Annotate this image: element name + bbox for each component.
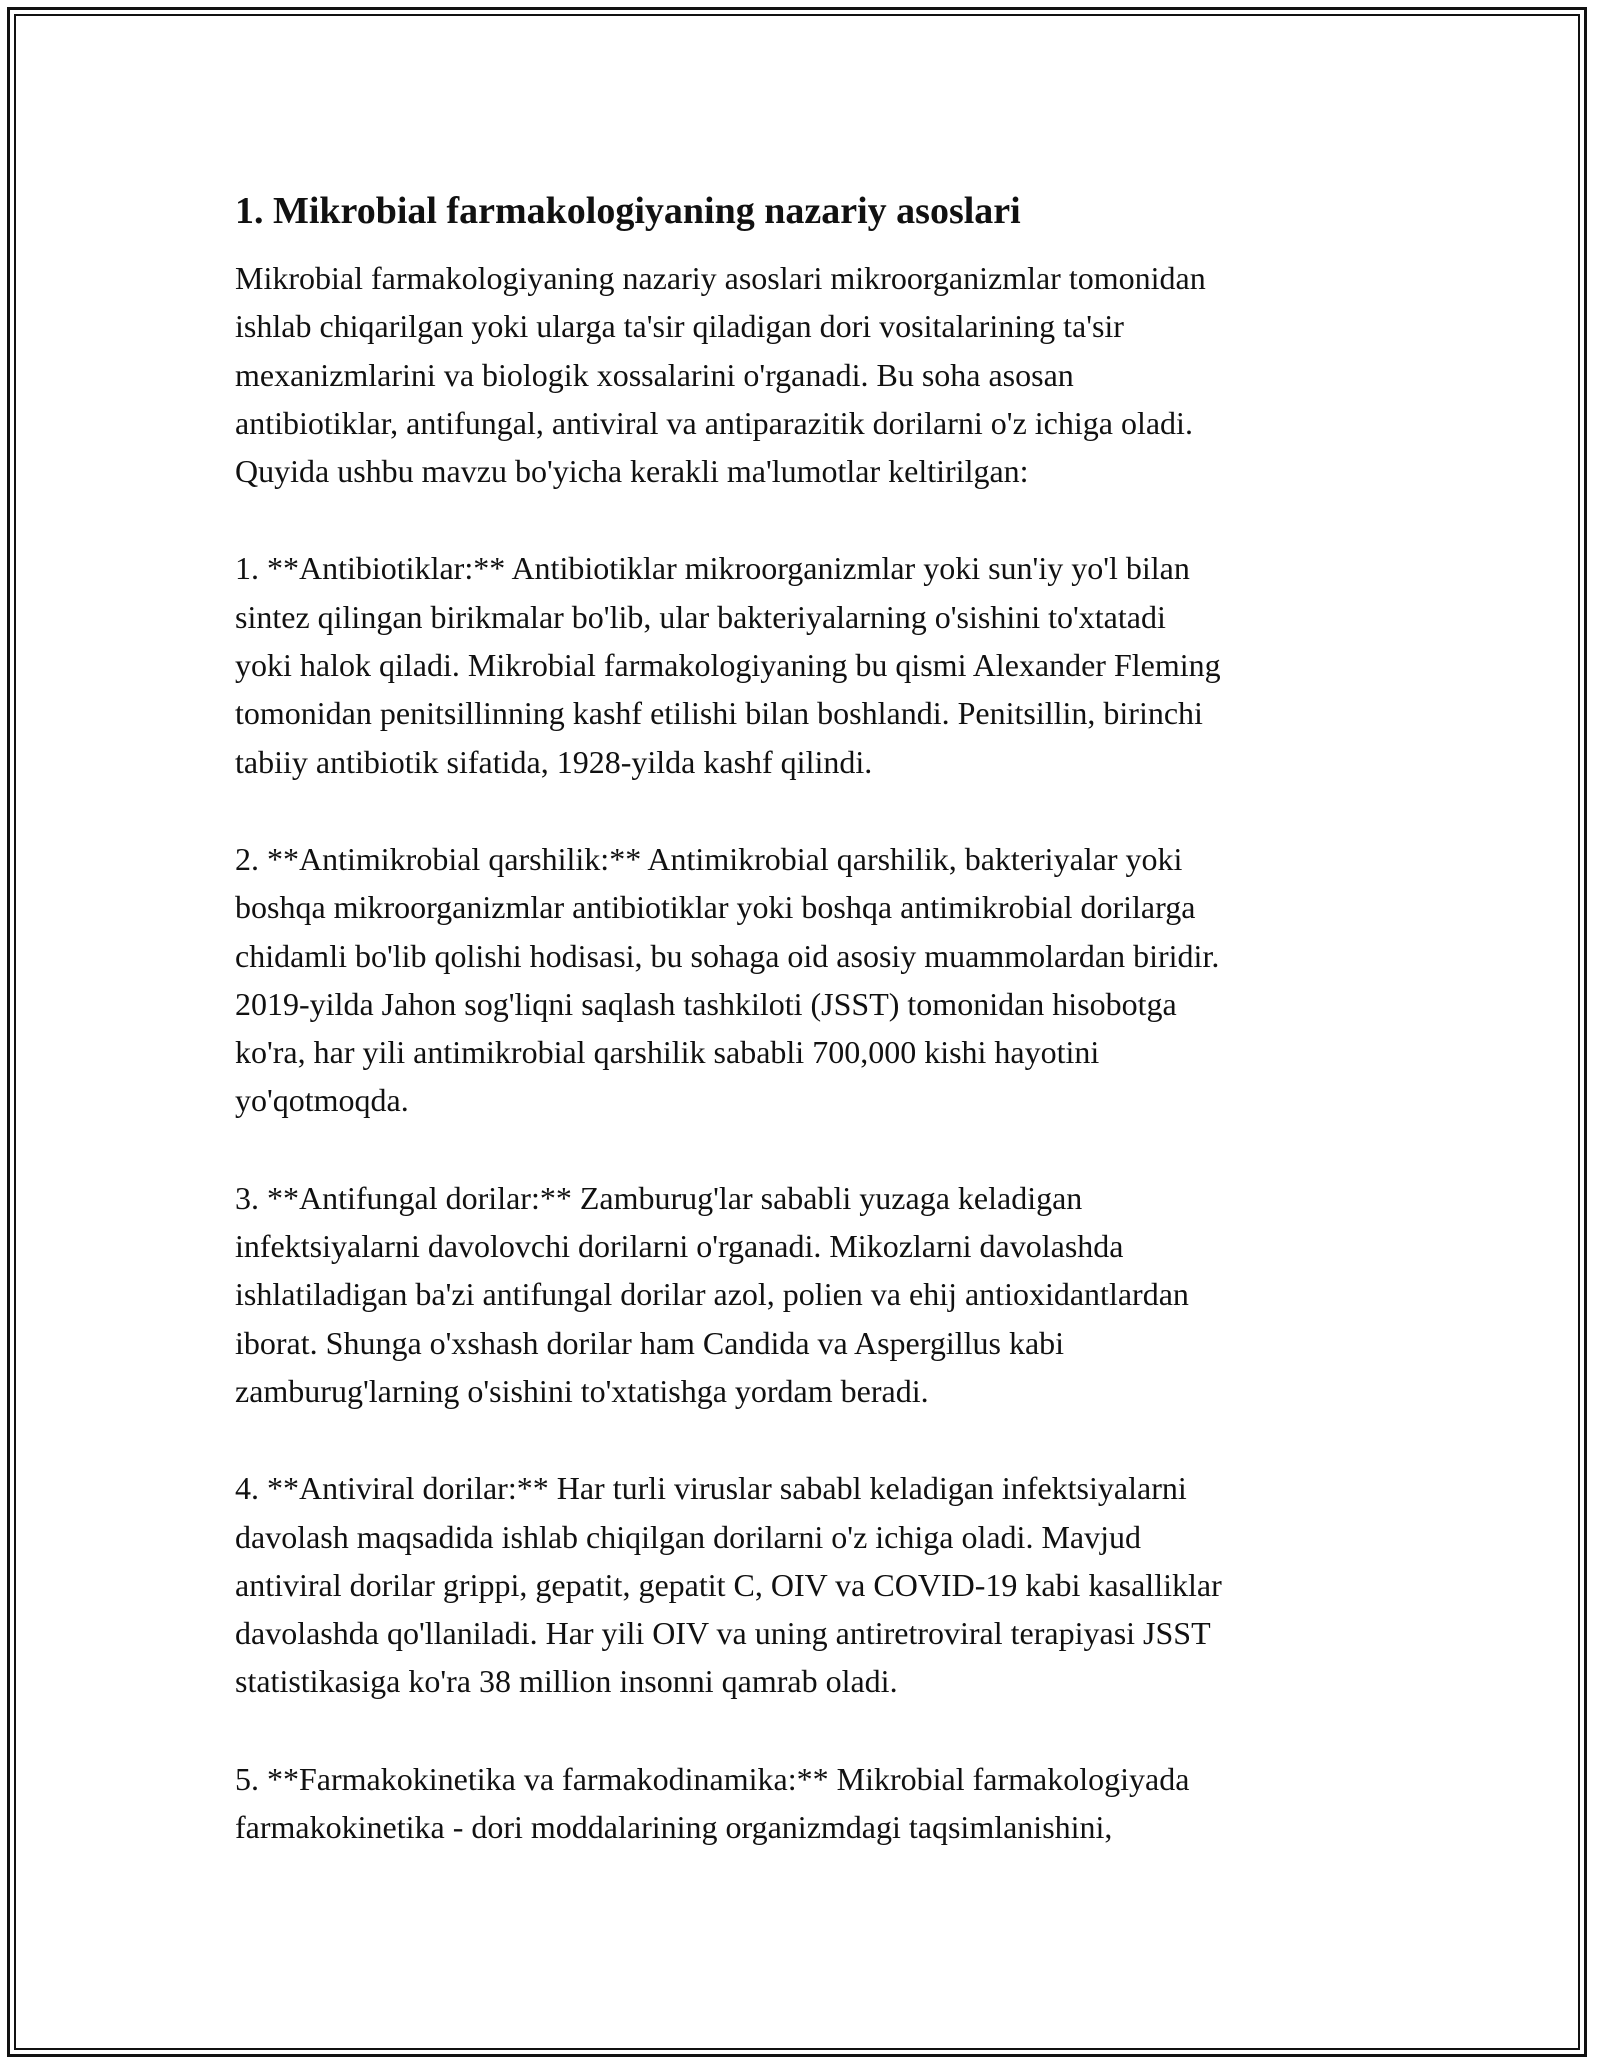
list-item-farmakokinetika: 5. **Farmakokinetika va farmakodinamika:** Mikrobial farmakologiyada farmakokinetika - dori moddalarining organizmdagi taqsimlanishini, [235, 1760, 1190, 1846]
list-item-antifungal-dorilar: 3. **Antifungal dorilar:** Zamburug'lar sababli yuzaga keladigan infektsiyalarni davolovchi dorilarni o'rganadi. Mikozlarni davolashda ishlatiladigan ba'zi antifungal dorilar azol, polien va ehij antioxidantlardan iborat. Shunga o'xshash dorilar ham Candida va Aspergillus kabi zamburug'larning o'sishini to'xtatishga yordam beradi. [235, 1179, 1189, 1409]
section-heading: 1. Mikrobial farmakologiyaning nazariy asoslari [235, 190, 1021, 232]
list-item-antimikrobial-qarshilik: 2. **Antimikrobial qarshilik:** Antimikrobial qarshilik, bakteriyalar yoki boshqa mikroorganizmlar antibiotiklar yoki boshqa antimikrobial dorilarga chidamli bo'lib qolishi hodisasi, bu sohaga oid asosiy muammolardan biridir. 2019-yilda Jahon sog'liqni saqlash tashkiloti (JSST) tomonidan hisobotga ko'ra, har yili antimikrobial qarshilik sababli 700,000 kishi hayotini yo'qotmoqda. [235, 840, 1220, 1119]
list-item-antibiotiklar: 1. **Antibiotiklar:** Antibiotiklar mikroorganizmlar yoki sun'iy yo'l bilan sintez qilingan birikmalar bo'lib, ular bakteriyalarning o'sishini to'xtatadi yoki halok qiladi. Mikrobial farmakologiyaning bu qismi Alexander Fleming tomonidan penitsillinning kashf etilishi bilan boshlandi. Penitsillin, birinchi tabiiy antibiotik sifatida, 1928-yilda kashf qilindi. [235, 550, 1221, 780]
list-item-antiviral-dorilar: 4. **Antiviral dorilar:** Har turli viruslar sababl keladigan infektsiyalarni davolash maqsadida ishlab chiqilgan dorilarni o'z ichiga oladi. Mavjud antiviral dorilar grippi, gepatit, gepatit C, OIV va COVID-19 kabi kasalliklar davolashda qo'llaniladi. Har yili OIV va uning antiretroviral terapiyasi JSST statistikasiga ko'ra 38 million insonni qamrab oladi. [235, 1470, 1222, 1700]
document-body [235, 188, 1375, 1851]
intro-paragraph: Mikrobial farmakologiyaning nazariy asoslari mikroorganizmlar tomonidan ishlab chiqarilgan yoki ularga ta'sir qiladigan dori vositalarining ta'sir mexanizmlarini va biologik xossalarini o'rganadi. Bu soha asosan antibiotiklar, antifungal, antiviral va antiparazitik dorilarni o'z ichiga oladi. Quyida ushbu mavzu bo'yicha kerakli ma'lumotlar keltirilgan: [235, 260, 1206, 490]
